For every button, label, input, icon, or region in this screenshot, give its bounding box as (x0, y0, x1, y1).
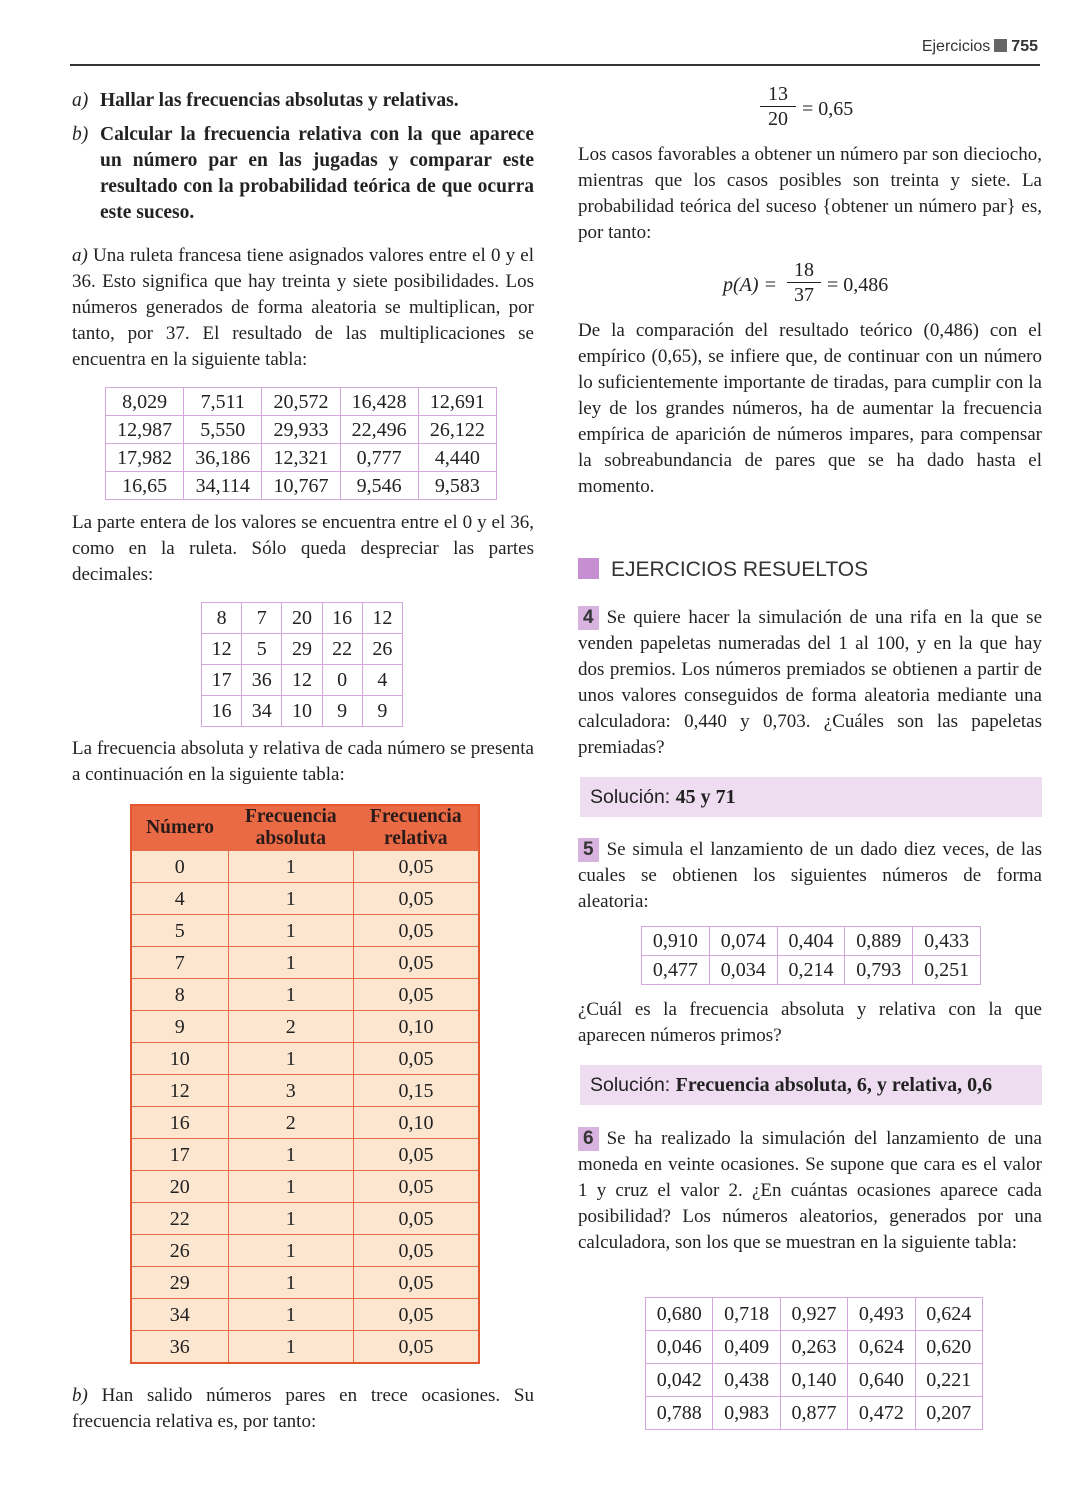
table-cell: 0 (322, 665, 362, 696)
table-cell: 9,583 (418, 472, 496, 500)
table-row (646, 1397, 983, 1430)
table-cell: 29,933 (262, 416, 340, 444)
table-cell: 1 (228, 979, 353, 1011)
table-cell: 0,05 (354, 947, 479, 979)
table-row (131, 1299, 479, 1331)
question-text: Hallar las frecuencias absolutas y relativas. (100, 90, 459, 111)
table-cell: 9 (131, 1011, 228, 1043)
table-cell: 16 (322, 603, 362, 634)
table-cell: 20 (282, 603, 322, 634)
paragraph-favorable-cases: Los casos favorables a obtener un número par son dieciocho, mientras que los casos posibles son treinta y siete. La probabilidad teórica del suceso {obtener un número par} es, por tanto: (578, 144, 1042, 243)
solution-4 (580, 777, 1042, 817)
table-cell: 0,074 (709, 927, 777, 956)
table-row (642, 956, 981, 985)
table-row (131, 947, 479, 979)
table-cell: 12 (282, 665, 322, 696)
table-cell: 0,05 (354, 1267, 479, 1299)
table-row (131, 1267, 479, 1299)
table-cell: 10,767 (262, 472, 340, 500)
table-cell: 0,777 (340, 444, 418, 472)
multiplication-table (105, 387, 497, 500)
table-cell: 8 (202, 603, 242, 634)
table-cell: 0,409 (713, 1331, 780, 1364)
table-row (131, 1331, 479, 1363)
table-cell: 16 (131, 1107, 228, 1139)
table-cell: 9 (362, 696, 402, 727)
table-cell: 0,477 (642, 956, 710, 985)
table-cell: 12 (131, 1075, 228, 1107)
table-cell: 2 (228, 1011, 353, 1043)
table-cell: 12 (362, 603, 402, 634)
coin-random-table (645, 1297, 983, 1430)
table-cell: 7 (242, 603, 282, 634)
fraction-13-20 (760, 82, 796, 131)
table-cell: 5 (242, 634, 282, 665)
paragraph-comparison: De la comparación del resultado teórico (0,486) con el empírico (0,65), se infiere que, de continuar con un número lo suficientemente importante de tiradas, para cumplir con la ley de los grandes números, ha de aumentar la frecuencia empírica de aparición de números impares, para compensar la sobreabundancia de pares que se ha dado hasta el momento. (578, 320, 1042, 497)
square-bullet-icon (994, 39, 1007, 52)
table-cell: 10 (282, 696, 322, 727)
table-cell: 0,433 (913, 927, 981, 956)
column-header: Frecuencia absoluta (228, 805, 353, 851)
table-cell: 0,214 (777, 956, 845, 985)
solution-label: Solución: (590, 1074, 671, 1096)
denominator: 37 (794, 284, 814, 306)
exercise-text: Se simula el lanzamiento de un dado diez veces, de las cuales se obtienen los siguientes números de forma aleatoria: (578, 839, 1042, 912)
frequency-table (130, 804, 480, 1364)
fraction-18-37 (787, 258, 821, 307)
dice-random-table (641, 926, 981, 985)
exercise-5-question: ¿Cuál es la frecuencia absoluta y relativa con la que aparecen números primos? (578, 999, 1042, 1046)
table-row (131, 1139, 479, 1171)
table-row (202, 634, 403, 665)
table-cell: 0,15 (354, 1075, 479, 1107)
table-cell: 22 (322, 634, 362, 665)
paragraph-even-numbers (72, 1383, 534, 1435)
table-cell: 0,680 (646, 1298, 713, 1331)
table-cell: 12,321 (262, 444, 340, 472)
table-row (646, 1298, 983, 1331)
paragraph-integer-part: La parte entera de los valores se encuentra entre el 0 y el 36, como en la ruleta. Sólo queda despreciar las partes decimales: (72, 512, 534, 585)
table-cell: 17 (131, 1139, 228, 1171)
table-row (106, 472, 497, 500)
table-cell: 0,05 (354, 1171, 479, 1203)
table-row (131, 1171, 479, 1203)
section-title: EJERCICIOS RESUELTOS (611, 558, 869, 581)
table-cell: 34 (242, 696, 282, 727)
table-cell: 1 (228, 883, 353, 915)
exercise-text: Se quiere hacer la simulación de una rifa en la que se venden papeletas numeradas del 1 al 100, y en la que hay dos premios. Los números premiados se obtienen a partir de unos valores conseguidos de forma aleatoria mediante una calculadora: 0,440 y 0,703. ¿Cuáles son las papeletas premiadas? (578, 607, 1042, 758)
table-cell: 0,221 (915, 1364, 982, 1397)
table-row (106, 388, 497, 416)
solution-label: Solución: (590, 786, 671, 808)
table-cell: 0,05 (354, 979, 479, 1011)
table-cell: 0,140 (780, 1364, 847, 1397)
table-cell: 0,438 (713, 1364, 780, 1397)
table-cell: 5 (131, 915, 228, 947)
question-text: Calcular la frecuencia relativa con la que aparece un número par en las jugadas y comparar este resultado con la probabilidad teórica de que ocurra este suceso. (100, 124, 534, 223)
exercise-5 (578, 837, 1042, 915)
question-label: a) (72, 90, 89, 111)
table-cell: 0,910 (642, 927, 710, 956)
table-cell: 1 (228, 1235, 353, 1267)
table-cell: 1 (228, 1299, 353, 1331)
part-label: a) (72, 245, 88, 266)
table-cell: 2 (228, 1107, 353, 1139)
table-cell: 0,793 (845, 956, 913, 985)
table-cell: 0,620 (915, 1331, 982, 1364)
table-cell: 0,624 (848, 1331, 915, 1364)
table-cell: 8,029 (106, 388, 184, 416)
table-cell: 0,788 (646, 1397, 713, 1430)
table-cell: 5,550 (184, 416, 262, 444)
table-cell: 17,982 (106, 444, 184, 472)
table-cell: 16,428 (340, 388, 418, 416)
table-header-row (131, 805, 479, 851)
square-bullet-icon (578, 558, 599, 579)
table-cell: 1 (228, 1171, 353, 1203)
table-cell: 0,493 (848, 1298, 915, 1331)
table-cell: 4 (362, 665, 402, 696)
table-row (131, 1203, 479, 1235)
table-cell: 0,983 (713, 1397, 780, 1430)
table-row (106, 444, 497, 472)
table-cell: 7 (131, 947, 228, 979)
table-row (131, 1235, 479, 1267)
table-row (131, 915, 479, 947)
exercise-number: 6 (578, 1127, 599, 1151)
table-cell: 0,263 (780, 1331, 847, 1364)
table-cell: 34,114 (184, 472, 262, 500)
exercise-4 (578, 605, 1042, 761)
table-cell: 0,05 (354, 1299, 479, 1331)
solution-5 (580, 1065, 1042, 1105)
table-cell: 0,889 (845, 927, 913, 956)
table-row (131, 1107, 479, 1139)
exercise-number: 4 (578, 606, 599, 630)
table-cell: 1 (228, 1331, 353, 1363)
table-cell: 0,05 (354, 1331, 479, 1363)
table-cell: 9 (322, 696, 362, 727)
table-cell: 22,496 (340, 416, 418, 444)
table-row (642, 927, 981, 956)
table-cell: 12,987 (106, 416, 184, 444)
table-cell: 0,05 (354, 1139, 479, 1171)
table-cell: 0,05 (354, 915, 479, 947)
column-header: Frecuencia relativa (354, 805, 479, 851)
table-cell: 22 (131, 1203, 228, 1235)
table-cell: 1 (228, 1203, 353, 1235)
table-cell: 0,624 (915, 1298, 982, 1331)
table-cell: 36 (131, 1331, 228, 1363)
section-heading (578, 557, 868, 583)
table-cell: 1 (228, 1139, 353, 1171)
table-cell: 0,640 (848, 1364, 915, 1397)
table-cell: 1 (228, 1267, 353, 1299)
table-cell: 26 (362, 634, 402, 665)
table-cell: 26 (131, 1235, 228, 1267)
table-cell: 9,546 (340, 472, 418, 500)
table-cell: 36,186 (184, 444, 262, 472)
table-row (202, 696, 403, 727)
integer-table (201, 602, 403, 727)
paragraph-text: Han salido números pares en trece ocasiones. Su frecuencia relativa es, por tanto: (72, 1385, 534, 1432)
question-label: b) (72, 124, 89, 145)
table-row (646, 1364, 983, 1397)
table-cell: 0,05 (354, 851, 479, 883)
table-cell: 29 (282, 634, 322, 665)
table-cell: 0,207 (915, 1397, 982, 1430)
table-cell: 16,65 (106, 472, 184, 500)
table-cell: 29 (131, 1267, 228, 1299)
paragraph-frequency: La frecuencia absoluta y relativa de cada número se presenta a continuación en la siguiente tabla: (72, 738, 534, 785)
table-row (106, 416, 497, 444)
table-row (131, 883, 479, 915)
table-cell: 0,10 (354, 1107, 479, 1139)
table-cell: 12 (202, 634, 242, 665)
table-cell: 34 (131, 1299, 228, 1331)
table-row (646, 1331, 983, 1364)
page-number: 755 (1011, 38, 1038, 55)
table-cell: 0,05 (354, 1043, 479, 1075)
table-cell: 1 (228, 1043, 353, 1075)
numerator: 18 (794, 259, 814, 281)
equation-result: = 0,65 (802, 98, 854, 120)
table-row (202, 603, 403, 634)
question-b (72, 122, 534, 226)
table-cell: 1 (228, 947, 353, 979)
table-cell: 0,05 (354, 883, 479, 915)
table-cell: 4,440 (418, 444, 496, 472)
table-cell: 0,05 (354, 1235, 479, 1267)
denominator: 20 (768, 108, 788, 130)
equation-lhs: p(A) = (723, 274, 778, 296)
exercise-text: Se ha realizado la simulación del lanzamiento de una moneda en veinte ocasiones. Se supone que cara es el valor 1 y cruz el valor 2. ¿En cuántas ocasiones aparece cada posibilidad? Los números aleatorios, generados por una calculadora, son los que se muestran en la siguiente tabla: (578, 1128, 1042, 1253)
table-cell: 1 (228, 851, 353, 883)
table-cell: 16 (202, 696, 242, 727)
table-cell: 36 (242, 665, 282, 696)
table-cell: 26,122 (418, 416, 496, 444)
table-cell: 7,511 (184, 388, 262, 416)
part-label: b) (72, 1385, 88, 1406)
table-cell: 0,046 (646, 1331, 713, 1364)
table-cell: 0,251 (913, 956, 981, 985)
table-cell: 0,404 (777, 927, 845, 956)
table-cell: 3 (228, 1075, 353, 1107)
solution-value: 45 y 71 (675, 786, 736, 808)
table-cell: 0,042 (646, 1364, 713, 1397)
paragraph-text: Una ruleta francesa tiene asignados valores entre el 0 y el 36. Esto significa que hay treinta y siete posibilidades. Los números generados de forma aleatoria se multiplican, por tanto, por 37. El resultado de las multiplicaciones se encuentra en la siguiente tabla: (72, 245, 534, 370)
table-row (131, 1043, 479, 1075)
table-cell: 12,691 (418, 388, 496, 416)
paragraph-roulette (72, 243, 534, 373)
table-cell: 20 (131, 1171, 228, 1203)
table-cell: 0 (131, 851, 228, 883)
question-a (72, 88, 534, 114)
table-cell: 17 (202, 665, 242, 696)
table-cell: 0,877 (780, 1397, 847, 1430)
table-cell: 10 (131, 1043, 228, 1075)
table-row (131, 979, 479, 1011)
running-head (922, 36, 1038, 58)
equation-result: = 0,486 (827, 274, 889, 296)
page-header (70, 36, 1040, 66)
table-cell: 0,05 (354, 1203, 479, 1235)
column-header: Número (131, 805, 228, 851)
exercise-6 (578, 1126, 1042, 1256)
numerator: 13 (768, 83, 788, 105)
table-row (131, 851, 479, 883)
table-row (131, 1011, 479, 1043)
section-name: Ejercicios (921, 38, 991, 55)
table-cell: 20,572 (262, 388, 340, 416)
table-row (131, 1075, 479, 1107)
table-cell: 0,034 (709, 956, 777, 985)
table-cell: 1 (228, 915, 353, 947)
table-cell: 0,10 (354, 1011, 479, 1043)
table-cell: 0,718 (713, 1298, 780, 1331)
table-cell: 0,927 (780, 1298, 847, 1331)
exercise-number: 5 (578, 838, 599, 862)
table-cell: 8 (131, 979, 228, 1011)
table-cell: 0,472 (848, 1397, 915, 1430)
table-cell: 4 (131, 883, 228, 915)
table-row (202, 665, 403, 696)
solution-value: Frecuencia absoluta, 6, y relativa, 0,6 (675, 1074, 993, 1096)
